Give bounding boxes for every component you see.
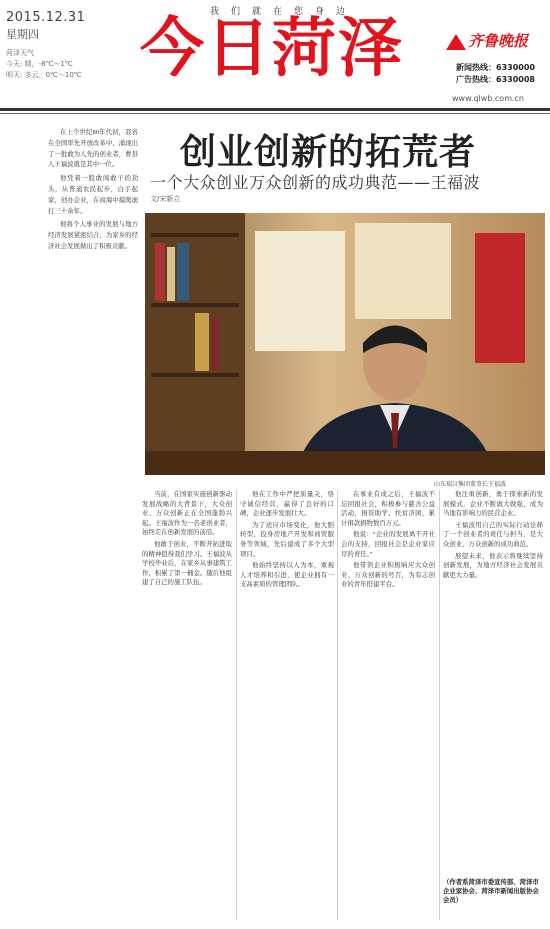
body-paragraph: 他敢于创业，不断开拓进取的精神值得我们学习。王福波从学校毕业后，在家乡从事建筑工作，积累了第一桶金。随后他组建了自己的施工队伍。 [142, 540, 232, 587]
body-paragraph: 他说：“企业的发展离不开社会的支持，回报社会是企业家应尽的责任。” [341, 531, 435, 558]
masthead [0, 0, 550, 122]
intro-paragraph: 在上个世纪80年代初，我省在全国率先开放改革中，涌现出了一批敢为人先的创业者，曹县人王福波就是其中一位。 [48, 129, 138, 169]
body-column-2 [240, 490, 334, 920]
masthead-divider [0, 108, 550, 111]
ad-hotline: 广告热线：6330008 [456, 75, 535, 84]
body-paragraph: 在事业有成之后，王福波不忘回报社会，积极参与慈善公益活动，捐资助学、扶贫济困，累计捐款捐物数百万元。 [341, 491, 435, 527]
logo-char-1: 今 [140, 11, 204, 86]
intro-paragraph: 他将个人事业的发展与地方经济发展紧密结合，为家乡的经济社会发展做出了积极贡献。 [48, 221, 138, 250]
body-paragraph: 当前，在国家实施创新驱动发展战略的大背景下，大众创业、万众创新正在全国蓬勃兴起。王福波作为一名老创业者，始终走在创新发展的前沿。 [142, 491, 232, 537]
column-divider [337, 490, 338, 920]
brand-name: 齐鲁晚报 [468, 32, 529, 50]
website-url[interactable]: www.qlwb.com.cn [452, 94, 524, 103]
issue-date: 2015.12.31 [6, 10, 86, 25]
slogan: 我们就在您身边 [210, 7, 358, 17]
body-column-3 [341, 490, 435, 920]
article-subheadline: 一个大众创业万众创新的成功典范——王福波 [150, 173, 481, 192]
weather-label: 菏泽天气 [6, 49, 34, 57]
portrait-photo [145, 213, 545, 475]
logo-char-2: 日 [206, 11, 270, 86]
weather-tomorrow: 明天: 多云，0℃～10℃ [6, 71, 82, 79]
intro-column [48, 128, 138, 526]
brand-mark [446, 26, 542, 60]
news-hotline: 新闻热线：6330000 [456, 63, 535, 72]
body-paragraph: 展望未来，他表示将继续坚持创新发展，为地方经济社会发展贡献更大力量。 [443, 552, 543, 579]
weather-today: 今天: 晴，-8℃～1℃ [6, 60, 73, 68]
intro-paragraph: 他凭着一股敢闯敢干的劲头，从普通农民起步，白手起家，创办企业，在商海中摸爬滚打三十余年。 [48, 175, 138, 215]
body-paragraph: 为了适应市场变化，他大胆转型，投身房地产开发和商贸服务等领域，先后建成了多个大型项目。 [240, 521, 334, 558]
body-paragraph: 他始终坚持以人为本，重视人才培养和引进，使企业拥有一支高素质的管理团队。 [240, 562, 334, 589]
body-column-4 [443, 490, 543, 920]
photo-caption: 山东瑞汉集团董事长王福波 [434, 481, 507, 488]
column-divider [236, 490, 237, 920]
body-column-1 [142, 490, 232, 920]
column-divider [439, 490, 440, 920]
body-paragraph: 王福波用自己的实际行动诠释了一个创业者的责任与担当，是大众创业、万众创新的成功典范。 [443, 521, 543, 548]
issue-weekday: 星期四 [6, 28, 39, 41]
masthead-divider-thin [0, 113, 550, 114]
article-headline: 创业创新的拓荒者 [180, 132, 477, 173]
article-byline: 文/宋新立 [150, 195, 181, 203]
body-paragraph: 他在工作中严把质量关，恪守诚信经营，赢得了良好的口碑，企业逐步发展壮大。 [240, 491, 334, 518]
logo-char-4: 泽 [338, 11, 402, 86]
body-paragraph: 他注重创新，勇于探索新的发展模式，企业不断做大做强，成为当地有影响力的民营企业。 [443, 491, 543, 518]
portrait-illustration [145, 213, 545, 475]
brand-logo-icon [446, 34, 466, 50]
newspaper-logo [140, 8, 402, 90]
logo-char-3: 菏 [272, 11, 336, 86]
author-note: （作者系菏泽市委宣传部、菏泽市企业家协会、菏泽市新闻出版协会会员） [443, 878, 539, 904]
body-paragraph: 他带领企业积极响应大众创业、万众创新的号召，为有志创业的青年搭建平台。 [341, 562, 435, 589]
